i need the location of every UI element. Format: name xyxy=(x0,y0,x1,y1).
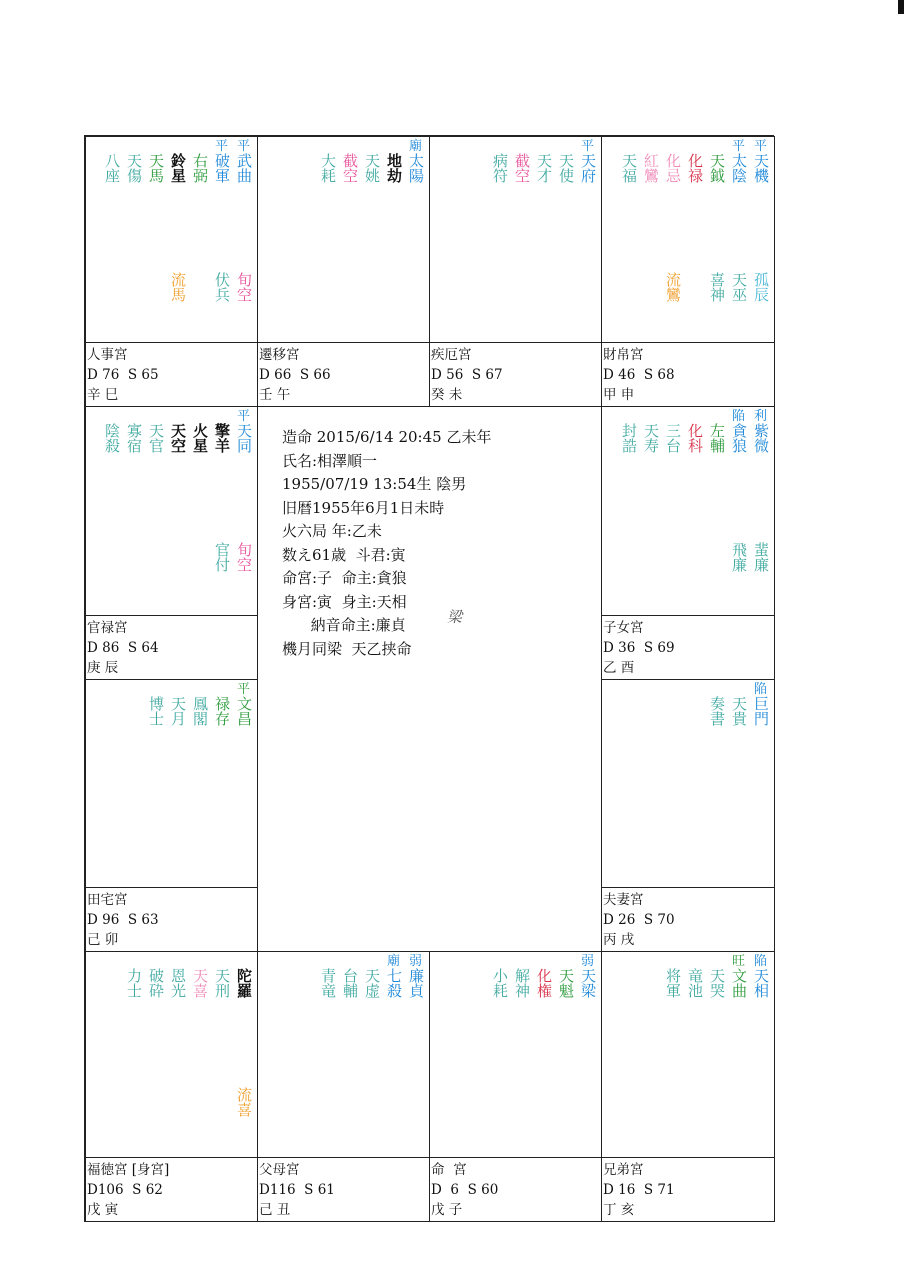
star xyxy=(234,1074,253,1117)
star xyxy=(234,259,253,302)
star-name: 禄存 xyxy=(213,696,231,726)
star-status: 平 xyxy=(753,139,767,154)
star xyxy=(556,140,575,183)
star-name: 将軍 xyxy=(664,968,682,998)
star xyxy=(729,683,748,726)
palace-stem: 己 卯 xyxy=(87,932,119,948)
palace-hai xyxy=(601,951,775,1222)
star xyxy=(619,140,638,183)
star xyxy=(406,140,425,183)
star xyxy=(102,140,121,183)
star xyxy=(663,410,682,453)
star-status: 利 xyxy=(753,409,767,424)
star-status: 旺 xyxy=(731,954,745,969)
star-name: 天傷 xyxy=(125,153,143,183)
star-name: 青竜 xyxy=(319,968,337,998)
star xyxy=(663,259,682,302)
palace-name: 田宅宮 xyxy=(87,892,128,908)
star-name: 三台 xyxy=(664,423,682,453)
palace-ds: D 46 S 68 xyxy=(603,367,675,383)
star xyxy=(490,955,509,998)
star-name: 八座 xyxy=(103,153,121,183)
palace-name: 福徳宮 [身宮] xyxy=(87,1162,170,1178)
star-name: 陰殺 xyxy=(103,423,121,453)
star xyxy=(190,140,209,183)
palace-ds: D 36 S 69 xyxy=(603,640,675,656)
info-line: 旧暦1955年6月1日未時 xyxy=(282,498,445,517)
star xyxy=(124,410,143,453)
star-name: 力士 xyxy=(125,968,143,998)
star-name: 陀羅 xyxy=(235,968,253,998)
star-name: 病符 xyxy=(491,153,509,183)
star-name: 奏書 xyxy=(708,696,726,726)
star-name: 封誥 xyxy=(620,423,638,453)
palace-footer xyxy=(602,1157,774,1221)
palace-name: 疾厄宮 xyxy=(431,347,472,363)
star xyxy=(102,410,121,453)
star-name: 大耗 xyxy=(319,153,337,183)
page-corner-mark xyxy=(898,0,904,14)
star-name: 鈴星 xyxy=(169,153,187,183)
info-line: 氏名:相澤順一 xyxy=(282,451,378,470)
palace-stem: 甲 申 xyxy=(603,387,635,403)
info-line: 納音命主:廉貞 xyxy=(282,616,406,634)
palace-chou xyxy=(257,951,430,1222)
star xyxy=(751,410,770,453)
star-name: 破軍 xyxy=(213,153,231,183)
star-status: 平 xyxy=(214,139,228,154)
star xyxy=(362,955,381,998)
star xyxy=(212,683,231,726)
star xyxy=(685,140,704,183)
star-name: 化権 xyxy=(535,968,553,998)
star xyxy=(190,683,209,726)
star-name: 天刑 xyxy=(213,968,231,998)
star xyxy=(124,955,143,998)
info-line: 造命 2015/6/14 20:45 乙未年 xyxy=(282,428,492,446)
star-name: 截空 xyxy=(341,153,359,183)
info-line: 1955/07/19 13:54生 陰男 xyxy=(282,475,467,493)
star-name: 左輔 xyxy=(708,423,726,453)
star-name: 天寿 xyxy=(642,423,660,453)
palace-ds: D 96 S 63 xyxy=(87,912,159,928)
palace-mao xyxy=(85,679,258,952)
palace-name: 子女宮 xyxy=(603,620,644,636)
star-name: 擎羊 xyxy=(213,423,231,453)
major-stars xyxy=(102,140,253,183)
star-name: 火星 xyxy=(191,423,209,453)
star xyxy=(318,955,337,998)
star-status: 弱 xyxy=(580,954,594,969)
palace-you xyxy=(601,406,775,680)
star xyxy=(751,529,770,572)
star xyxy=(234,683,253,726)
major-stars xyxy=(124,955,253,998)
star-name: 七殺 xyxy=(385,968,403,998)
palace-wei xyxy=(429,136,602,407)
palace-stem: 戊 寅 xyxy=(87,1202,119,1218)
star-name: 天姚 xyxy=(363,153,381,183)
star-name: 化忌 xyxy=(664,153,682,183)
star-name: 伏兵 xyxy=(213,272,231,302)
palace-shen xyxy=(601,136,775,407)
star-name: 天虚 xyxy=(363,968,381,998)
star-name: 喜神 xyxy=(708,272,726,302)
star-name: 飛廉 xyxy=(730,542,748,572)
star-name: 天月 xyxy=(169,696,187,726)
palace-stem: 丙 戌 xyxy=(603,932,635,948)
palace-footer xyxy=(602,887,774,951)
star-status: 平 xyxy=(731,139,745,154)
palace-footer xyxy=(602,615,774,679)
info-line: 火六局 年:乙未 xyxy=(282,522,382,540)
star xyxy=(729,410,748,453)
star-name: 台輔 xyxy=(341,968,359,998)
star-name: 破砕 xyxy=(147,968,165,998)
star-name: 天機 xyxy=(752,153,770,183)
palace-ds: D 6 S 60 xyxy=(431,1182,499,1198)
star xyxy=(751,683,770,726)
major-stars xyxy=(318,140,425,183)
star-name: 武曲 xyxy=(235,153,253,183)
palace-footer xyxy=(86,1157,257,1221)
palace-footer xyxy=(86,615,257,679)
minor-stars xyxy=(663,259,770,302)
star xyxy=(362,140,381,183)
palace-stem: 戊 子 xyxy=(431,1202,463,1218)
major-stars xyxy=(490,955,597,998)
star xyxy=(619,410,638,453)
star-name: 右弼 xyxy=(191,153,209,183)
major-stars xyxy=(490,140,597,183)
star-name: 天同 xyxy=(235,423,253,453)
star-status: 平 xyxy=(236,682,250,697)
major-stars xyxy=(619,410,770,453)
star xyxy=(406,955,425,998)
star xyxy=(685,955,704,998)
star xyxy=(384,955,403,998)
palace-footer xyxy=(86,342,257,406)
star xyxy=(685,410,704,453)
palace-si xyxy=(85,136,258,407)
palace-name: 兄弟宮 xyxy=(603,1162,644,1178)
star xyxy=(641,140,660,183)
ziwei-chart xyxy=(84,135,774,1222)
star-name: 紅鸞 xyxy=(642,153,660,183)
minor-stars xyxy=(212,529,253,572)
star-name: 天使 xyxy=(557,153,575,183)
star xyxy=(168,410,187,453)
star-name: 太陽 xyxy=(407,153,425,183)
star-name: 貪狼 xyxy=(730,423,748,453)
palace-ds: D 86 S 64 xyxy=(87,640,159,656)
star-status: 陥 xyxy=(731,409,745,424)
star-name: 截空 xyxy=(513,153,531,183)
star-status: 廟 xyxy=(408,139,422,154)
star-name: 天才 xyxy=(535,153,553,183)
star-name: 解神 xyxy=(513,968,531,998)
palace-name: 人事宮 xyxy=(87,347,128,363)
star xyxy=(707,410,726,453)
palace-chen xyxy=(85,406,258,680)
palace-footer xyxy=(430,1157,601,1221)
star-status: 平 xyxy=(580,139,594,154)
star-name: 天官 xyxy=(147,423,165,453)
star xyxy=(751,259,770,302)
star xyxy=(168,140,187,183)
star xyxy=(168,955,187,998)
star-name: 化禄 xyxy=(686,153,704,183)
palace-name: 父母宮 xyxy=(259,1162,300,1178)
star xyxy=(190,955,209,998)
star xyxy=(512,955,531,998)
star xyxy=(729,955,748,998)
star xyxy=(212,259,231,302)
palace-footer xyxy=(602,342,774,406)
star xyxy=(146,955,165,998)
star xyxy=(729,259,748,302)
palace-ds: D 26 S 70 xyxy=(603,912,675,928)
star-name: 紫微 xyxy=(752,423,770,453)
star xyxy=(707,259,726,302)
star xyxy=(212,955,231,998)
star-name: 恩光 xyxy=(169,968,187,998)
star xyxy=(490,140,509,183)
major-stars xyxy=(146,683,253,726)
star-name: 旬空 xyxy=(235,542,253,572)
star-name: 流鸞 xyxy=(664,272,682,302)
star xyxy=(751,955,770,998)
star xyxy=(168,259,187,302)
major-stars xyxy=(663,955,770,998)
star xyxy=(384,140,403,183)
star-name: 寡宿 xyxy=(125,423,143,453)
palace-ds: D 56 S 67 xyxy=(431,367,503,383)
star-name: 天梁 xyxy=(579,968,597,998)
star xyxy=(234,955,253,998)
star xyxy=(190,259,209,302)
star xyxy=(168,683,187,726)
star xyxy=(751,140,770,183)
star xyxy=(663,955,682,998)
star xyxy=(729,529,748,572)
palace-ds: D106 S 62 xyxy=(87,1182,163,1198)
minor-stars xyxy=(168,259,253,302)
major-stars xyxy=(102,410,253,453)
star-status: 陥 xyxy=(753,954,767,969)
palace-stem: 辛 巳 xyxy=(87,387,119,403)
major-stars xyxy=(619,140,770,183)
star-name: 地劫 xyxy=(385,153,403,183)
star xyxy=(340,140,359,183)
star xyxy=(212,410,231,453)
star-name: 天福 xyxy=(620,153,638,183)
star-name: 旬空 xyxy=(235,272,253,302)
star-name: 天魁 xyxy=(557,968,575,998)
star-status: 陥 xyxy=(753,682,767,697)
star-status: 平 xyxy=(236,409,250,424)
palace-stem: 壬 午 xyxy=(259,387,291,403)
star xyxy=(534,955,553,998)
star xyxy=(124,140,143,183)
star-name: 官付 xyxy=(213,542,231,572)
star-name: 孤辰 xyxy=(752,272,770,302)
palace-yin xyxy=(85,951,258,1222)
info-line: 数え61歳 斗君:寅 xyxy=(282,545,406,564)
star xyxy=(663,140,682,183)
palace-footer xyxy=(258,1157,429,1221)
star xyxy=(707,140,726,183)
star-name: 流喜 xyxy=(235,1087,253,1117)
palace-ds: D 66 S 66 xyxy=(259,367,331,383)
palace-name: 財帛宮 xyxy=(603,347,644,363)
star xyxy=(512,140,531,183)
major-stars xyxy=(318,955,425,998)
minor-stars xyxy=(729,529,770,572)
star xyxy=(234,410,253,453)
star xyxy=(212,140,231,183)
star xyxy=(578,140,597,183)
palace-name: 官禄宮 xyxy=(87,620,128,636)
star-name: 化科 xyxy=(686,423,704,453)
palace-name: 遷移宮 xyxy=(259,347,300,363)
star-name: 廉貞 xyxy=(407,968,425,998)
star xyxy=(146,683,165,726)
star-name: 天鉞 xyxy=(708,153,726,183)
palace-ds: D 16 S 71 xyxy=(603,1182,675,1198)
palace-stem: 己 丑 xyxy=(259,1202,291,1218)
star-name: 天哭 xyxy=(708,968,726,998)
star xyxy=(146,410,165,453)
star-name: 天空 xyxy=(169,423,187,453)
star xyxy=(318,140,337,183)
star-name: 巨門 xyxy=(752,696,770,726)
major-stars xyxy=(707,683,770,726)
palace-footer xyxy=(258,342,429,406)
palace-ds: D116 S 61 xyxy=(259,1182,335,1198)
star xyxy=(578,955,597,998)
star xyxy=(234,529,253,572)
palace-stem: 丁 亥 xyxy=(603,1202,635,1218)
star-name: 小耗 xyxy=(491,968,509,998)
star xyxy=(729,140,748,183)
palace-wu xyxy=(257,136,430,407)
star-status: 平 xyxy=(236,139,250,154)
star-name: 天相 xyxy=(752,968,770,998)
palace-footer xyxy=(86,887,257,951)
palace-name: 夫妻宮 xyxy=(603,892,644,908)
star-name: 文曲 xyxy=(730,968,748,998)
star-name: 天府 xyxy=(579,153,597,183)
palace-footer xyxy=(430,342,601,406)
info-line: 命宮:子 命主:貪狼 xyxy=(282,569,407,587)
star-name: 流馬 xyxy=(169,272,187,302)
palace-xu xyxy=(601,679,775,952)
star xyxy=(641,410,660,453)
star xyxy=(190,410,209,453)
star-name: 鳳閣 xyxy=(191,696,209,726)
star-name: 博士 xyxy=(147,696,165,726)
star xyxy=(685,259,704,302)
palace-stem: 庚 辰 xyxy=(87,660,119,676)
star xyxy=(556,955,575,998)
star-name: 天貴 xyxy=(730,696,748,726)
palace-stem: 癸 未 xyxy=(431,387,463,403)
star-name: 天巫 xyxy=(730,272,748,302)
star-name: 太陰 xyxy=(730,153,748,183)
palace-zi xyxy=(429,951,602,1222)
star xyxy=(707,955,726,998)
star-status: 弱 xyxy=(408,954,422,969)
palace-ds: D 76 S 65 xyxy=(87,367,159,383)
info-line: 身宮:寅 身主:天相 xyxy=(282,592,407,611)
palace-stem: 乙 酉 xyxy=(603,660,635,676)
star xyxy=(146,140,165,183)
star-name: 天喜 xyxy=(191,968,209,998)
star xyxy=(340,955,359,998)
minor-stars xyxy=(234,1074,253,1117)
palace-name: 命 宮 xyxy=(431,1162,467,1178)
star-name: 竜池 xyxy=(686,968,704,998)
star xyxy=(707,683,726,726)
star-name: 蜚廉 xyxy=(752,542,770,572)
star-name: 天馬 xyxy=(147,153,165,183)
star xyxy=(234,140,253,183)
star-status: 廟 xyxy=(386,954,400,969)
star xyxy=(534,140,553,183)
handwritten-note: 梁 xyxy=(447,608,463,626)
star xyxy=(212,529,231,572)
star-name: 文昌 xyxy=(235,696,253,726)
info-line: 機月同梁 天乙挟命 xyxy=(282,639,412,658)
